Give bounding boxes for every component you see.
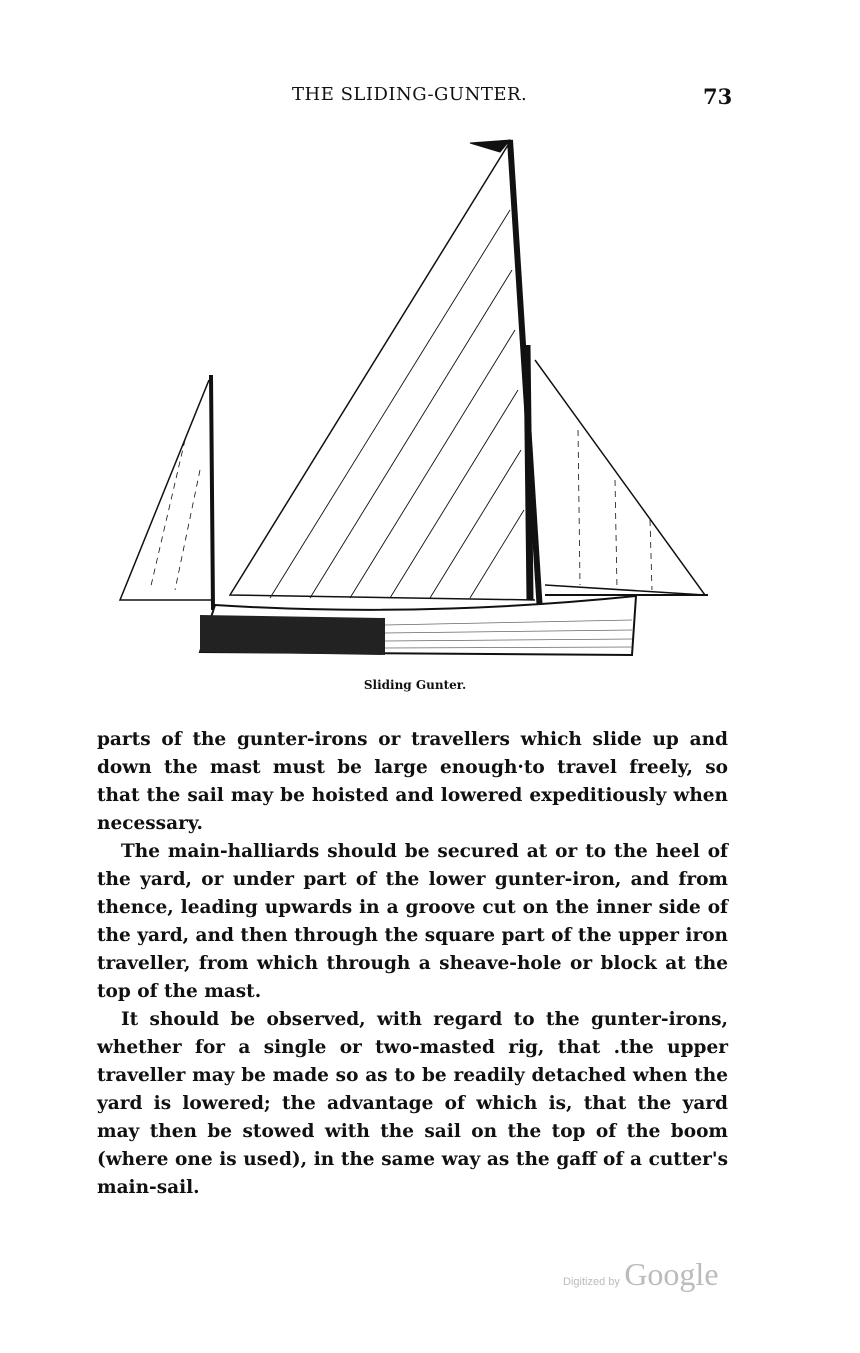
watermark-brand: Google bbox=[624, 1256, 719, 1292]
text-line: (where one is used), in the same way as the gaff of a cutter's bbox=[97, 1149, 728, 1170]
text-line: the yard, or under part of the lower gunter-iron, and from bbox=[97, 869, 728, 890]
text-line: The main-halliards should be secured at or to the heel of bbox=[121, 841, 728, 862]
text-line: main-sail. bbox=[97, 1177, 200, 1198]
fore-sail bbox=[535, 360, 705, 595]
mizzen-mast bbox=[211, 375, 213, 610]
text-line: whether for a single or two-masted rig, that .the upper bbox=[97, 1037, 728, 1058]
page-number: 73 bbox=[703, 84, 733, 109]
text-line: parts of the gunter-irons or travellers which slide up and bbox=[97, 729, 728, 750]
running-header: THE SLIDING-GUNTER. bbox=[292, 84, 528, 105]
mizzen-sail bbox=[120, 380, 211, 600]
text-line: the yard, and then through the square part of the upper iron bbox=[97, 925, 728, 946]
text-line: traveller, from which through a sheave-hole or block at the bbox=[97, 953, 728, 974]
text-line: that the sail may be hoisted and lowered expeditiously when bbox=[97, 785, 728, 806]
text-line: may then be stowed with the sail on the top of the boom bbox=[97, 1121, 728, 1142]
text-line: yard is lowered; the advantage of which is, that the yard bbox=[97, 1093, 728, 1114]
text-line: traveller may be made so as to be readily detached when the bbox=[97, 1065, 728, 1086]
watermark-prefix: Digitized by bbox=[563, 1276, 620, 1288]
text-line: down the mast must be large enough·to travel freely, so bbox=[97, 757, 728, 778]
body-text bbox=[97, 726, 728, 1202]
text-line: thence, leading upwards in a groove cut on the inner side of bbox=[97, 897, 728, 918]
caption-text: Sliding Gunter. bbox=[363, 678, 467, 692]
text-line: top of the mast. bbox=[97, 981, 262, 1002]
text-line: It should be observed, with regard to the gunter-irons, bbox=[121, 1009, 728, 1030]
sliding-gunter-illustration bbox=[110, 130, 720, 670]
text-line: necessary. bbox=[97, 813, 203, 834]
figure-caption bbox=[0, 678, 860, 692]
digitized-by-google-watermark bbox=[563, 1256, 719, 1293]
